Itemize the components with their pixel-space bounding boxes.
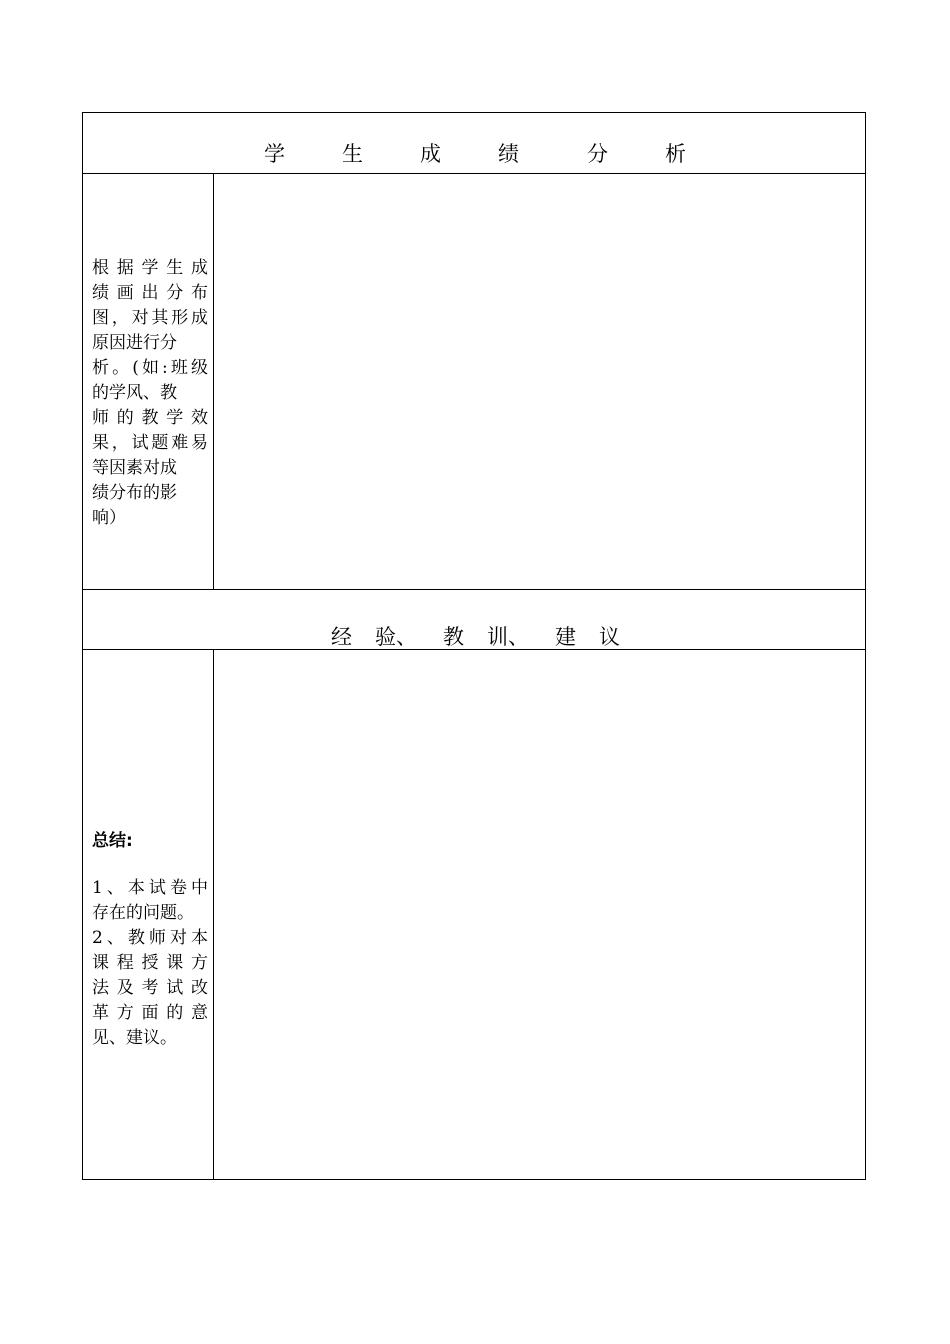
instruction-line: 等因素对成 bbox=[92, 458, 177, 478]
header-char: 议 bbox=[599, 625, 620, 649]
score-analysis-instructions bbox=[92, 256, 208, 531]
summary-instructions bbox=[92, 876, 208, 1051]
header-char: 教 bbox=[443, 625, 464, 649]
instruction-line: 存在的问题。 bbox=[92, 903, 194, 923]
instruction-line: 果，试题难易 bbox=[92, 433, 208, 453]
instruction-line: 课程授课方 bbox=[92, 953, 208, 973]
instruction-line: 根据学生成 bbox=[92, 258, 208, 278]
instruction-line: 1、本试卷中 bbox=[92, 878, 208, 898]
instruction-line: 绩画出分布 bbox=[92, 283, 208, 303]
section-header-experience-lessons-suggestions bbox=[83, 589, 865, 650]
header-char: 绩 bbox=[498, 142, 519, 166]
instruction-line: 原因进行分 bbox=[92, 333, 177, 353]
score-analysis-label-cell bbox=[83, 174, 214, 589]
instruction-line: 的学风、教 bbox=[92, 383, 177, 403]
header-char: 经 bbox=[331, 625, 352, 649]
section-header-score-analysis bbox=[83, 113, 865, 174]
header-char: 学 bbox=[264, 142, 285, 166]
instruction-line: 图，对其形成 bbox=[92, 308, 208, 328]
score-analysis-row bbox=[83, 174, 865, 589]
instruction-line: 绩分布的影 bbox=[92, 483, 177, 503]
header-char: 建 bbox=[555, 625, 576, 649]
instruction-line: 2、教师对本 bbox=[92, 928, 208, 948]
header-char: 分 bbox=[587, 142, 608, 166]
score-analysis-content-area[interactable] bbox=[214, 174, 865, 589]
summary-row bbox=[83, 650, 865, 1179]
instruction-line: 师的教学效 bbox=[92, 408, 208, 428]
header-char: 析 bbox=[665, 142, 686, 166]
instruction-line: 见、建议。 bbox=[92, 1028, 177, 1048]
instruction-line: 响） bbox=[92, 508, 126, 528]
summary-title: 总结: bbox=[92, 831, 133, 851]
analysis-form-table bbox=[82, 112, 866, 1180]
summary-content-area[interactable] bbox=[214, 650, 865, 1179]
instruction-line: 法及考试改 bbox=[92, 978, 208, 998]
summary-label-cell bbox=[83, 650, 214, 1179]
header-char: 训、 bbox=[487, 625, 529, 649]
instruction-line: 析。(如:班级 bbox=[92, 358, 208, 378]
header-char: 成 bbox=[420, 142, 441, 166]
header-char: 生 bbox=[342, 142, 363, 166]
instruction-line: 革方面的意 bbox=[92, 1003, 208, 1023]
header-char: 验、 bbox=[375, 625, 417, 649]
